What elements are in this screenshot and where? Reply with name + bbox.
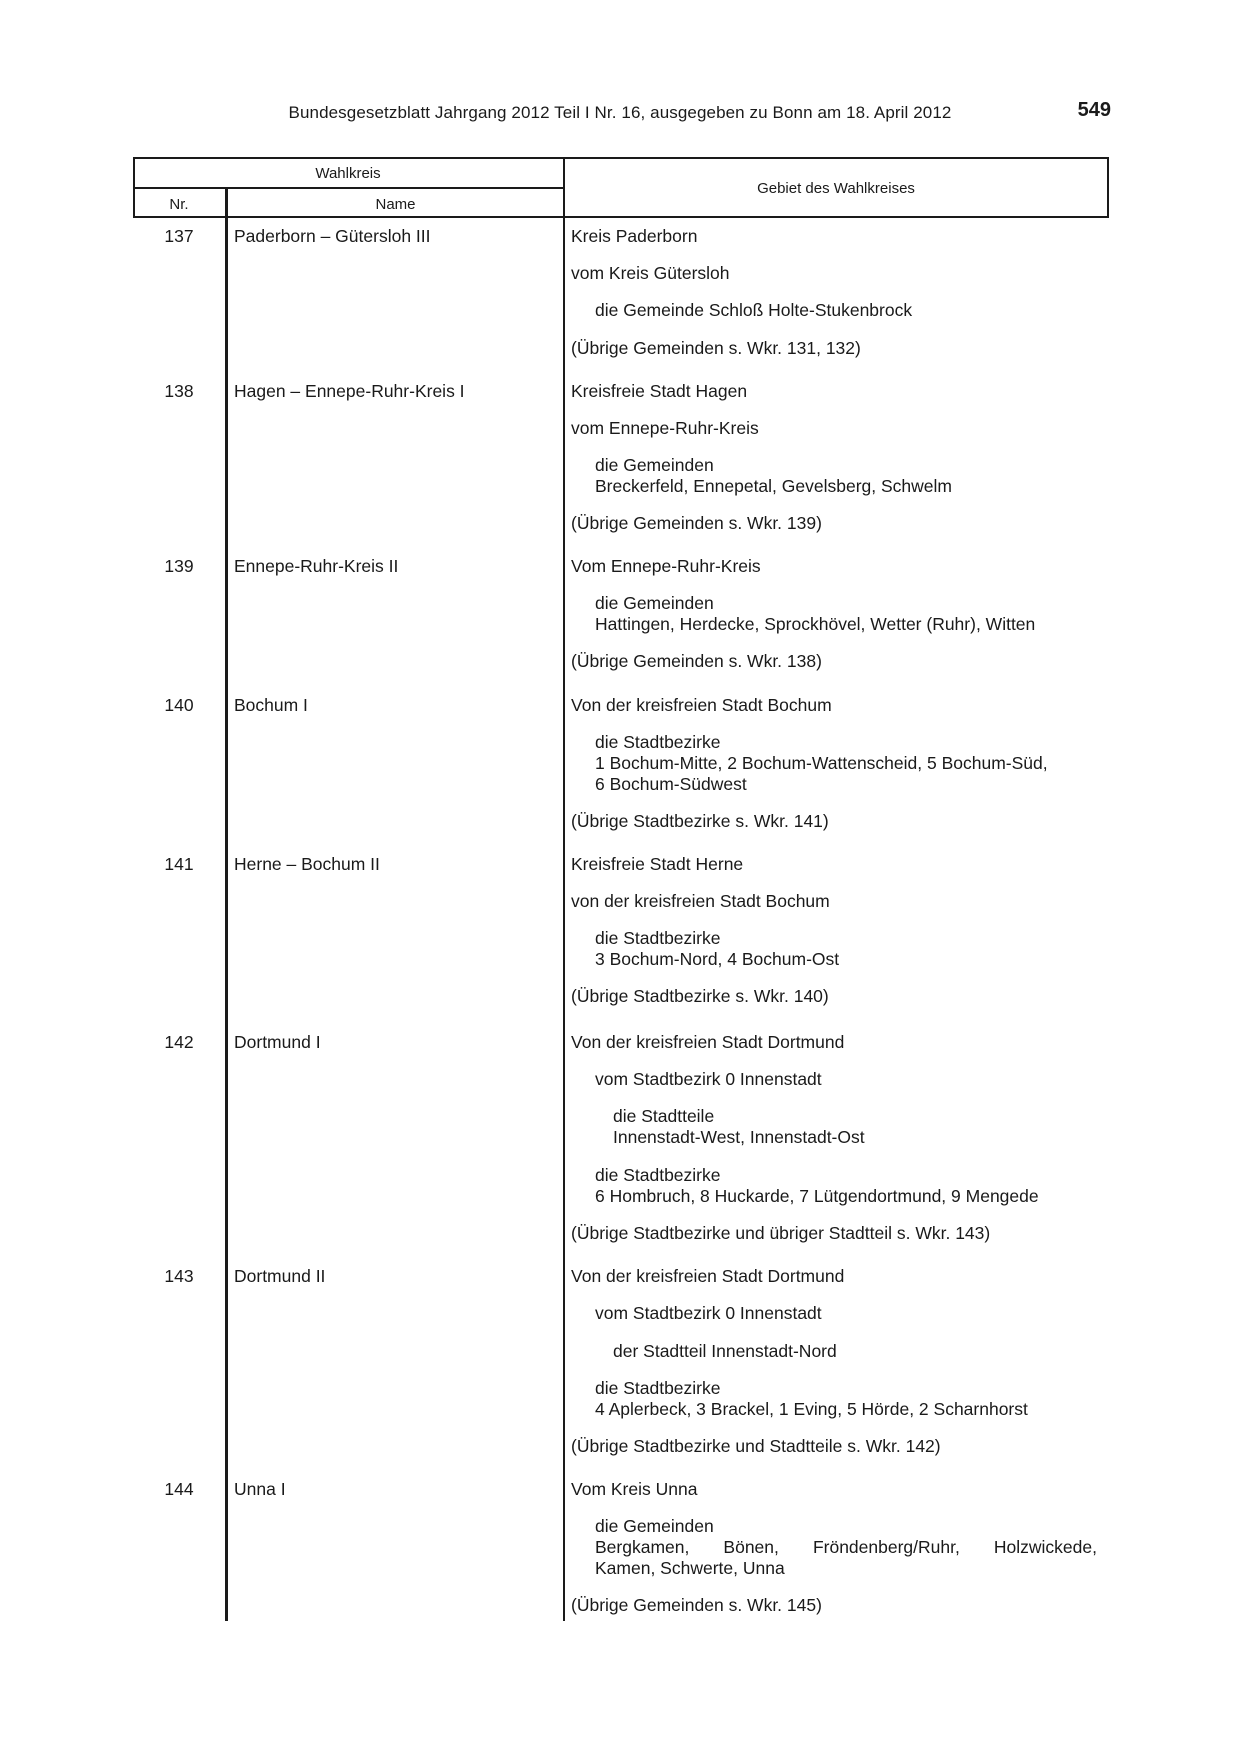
page-number: 549 — [1077, 99, 1111, 121]
area-line: Bergkamen, Bönen, Fröndenberg/Ruhr, Holzwickede, — [595, 1537, 1097, 1557]
header-gebiet: Gebiet des Wahlkreises — [757, 180, 915, 197]
area-line: Kreisfreie Stadt Hagen — [571, 381, 748, 401]
area-line: (Übrige Stadtbezirke s. Wkr. 141) — [571, 811, 829, 831]
area-line: (Übrige Gemeinden s. Wkr. 139) — [571, 513, 822, 533]
area-line: vom Kreis Gütersloh — [571, 263, 730, 283]
area-line: Vom Kreis Unna — [571, 1479, 698, 1499]
area-line: Kreis Paderborn — [571, 226, 698, 246]
area-line: die Stadtbezirke — [595, 1378, 721, 1398]
area-line: (Übrige Stadtbezirke und Stadtteile s. Wkr. 142) — [571, 1436, 941, 1456]
area-line: Kreisfreie Stadt Herne — [571, 854, 744, 874]
area-line: die Stadtbezirke — [595, 928, 721, 948]
header-nr: Nr. — [169, 196, 189, 213]
area-line: Kamen, Schwerte, Unna — [595, 1558, 785, 1578]
area-line: (Übrige Gemeinden s. Wkr. 138) — [571, 651, 822, 671]
constituency-name: Dortmund I — [234, 1032, 321, 1052]
header-name: Name — [375, 196, 416, 213]
area-line: 1 Bochum-Mitte, 2 Bochum-Wattenscheid, 5 Bochum-Süd, — [595, 753, 1048, 773]
area-line: Von der kreisfreien Stadt Dortmund — [571, 1032, 845, 1052]
constituency-number: 143 — [164, 1266, 194, 1286]
area-line: 6 Hombruch, 8 Huckarde, 7 Lütgendortmund, 9 Mengede — [595, 1186, 1039, 1206]
area-line: die Stadtbezirke — [595, 732, 721, 752]
area-line: 3 Bochum-Nord, 4 Bochum-Ost — [595, 949, 840, 969]
area-line: (Übrige Gemeinden s. Wkr. 145) — [571, 1595, 822, 1615]
constituency-name: Unna I — [234, 1479, 286, 1499]
constituency-name: Herne – Bochum II — [234, 854, 380, 874]
area-line: Innenstadt-West, Innenstadt-Ost — [613, 1127, 865, 1147]
area-line: vom Stadtbezirk 0 Innenstadt — [595, 1069, 822, 1089]
table-border-right — [1107, 157, 1109, 217]
area-line: 4 Aplerbeck, 3 Brackel, 1 Eving, 5 Hörde, 2 Scharnhorst — [595, 1399, 1028, 1419]
constituency-number: 142 — [164, 1032, 194, 1052]
header-bottom-rule — [133, 216, 1109, 218]
constituency-number: 139 — [164, 556, 194, 576]
area-line: Vom Ennepe-Ruhr-Kreis — [571, 556, 761, 576]
constituency-name: Ennepe-Ruhr-Kreis II — [234, 556, 399, 576]
area-line: die Gemeinden — [595, 455, 714, 475]
header-divider-wahlkreis — [133, 187, 563, 189]
area-line: die Stadtbezirke — [595, 1165, 721, 1185]
area-line: von der kreisfreien Stadt Bochum — [571, 891, 830, 911]
area-line: (Übrige Stadtbezirke und übriger Stadtteil s. Wkr. 143) — [571, 1223, 991, 1243]
area-line: (Übrige Stadtbezirke s. Wkr. 140) — [571, 986, 829, 1006]
constituency-name: Paderborn – Gütersloh III — [234, 226, 431, 246]
area-line: die Gemeinden — [595, 593, 714, 613]
constituency-number: 137 — [164, 226, 194, 246]
area-line: die Gemeinde Schloß Holte-Stukenbrock — [595, 300, 913, 320]
column-rule-gebiet — [563, 157, 565, 1621]
area-line: Hattingen, Herdecke, Sprockhövel, Wetter (Ruhr), Witten — [595, 614, 1036, 634]
area-line: der Stadtteil Innenstadt-Nord — [613, 1341, 837, 1361]
constituency-name: Dortmund II — [234, 1266, 326, 1286]
area-line: die Stadtteile — [613, 1106, 715, 1126]
constituency-number: 144 — [164, 1479, 194, 1499]
table-border-top — [133, 157, 1109, 159]
area-line: Breckerfeld, Ennepetal, Gevelsberg, Schwelm — [595, 476, 952, 496]
running-head: Bundesgesetzblatt Jahrgang 2012 Teil I Nr. 16, ausgegeben zu Bonn am 18. April 2012 — [288, 103, 952, 122]
area-line: Von der kreisfreien Stadt Dortmund — [571, 1266, 845, 1286]
area-line: Von der kreisfreien Stadt Bochum — [571, 695, 832, 715]
constituency-table — [133, 157, 1109, 1621]
constituency-number: 138 — [164, 381, 194, 401]
area-line: die Gemeinden — [595, 1516, 714, 1536]
constituency-name: Hagen – Ennepe-Ruhr-Kreis I — [234, 381, 465, 401]
area-line: vom Stadtbezirk 0 Innenstadt — [595, 1303, 822, 1323]
constituency-number: 140 — [164, 695, 194, 715]
header-wahlkreis: Wahlkreis — [315, 165, 381, 182]
constituency-number: 141 — [164, 854, 194, 874]
area-line: 6 Bochum-Südwest — [595, 774, 747, 794]
constituency-name: Bochum I — [234, 695, 308, 715]
column-rule-nr — [225, 187, 228, 1621]
area-line: vom Ennepe-Ruhr-Kreis — [571, 418, 759, 438]
area-line: (Übrige Gemeinden s. Wkr. 131, 132) — [571, 338, 861, 358]
